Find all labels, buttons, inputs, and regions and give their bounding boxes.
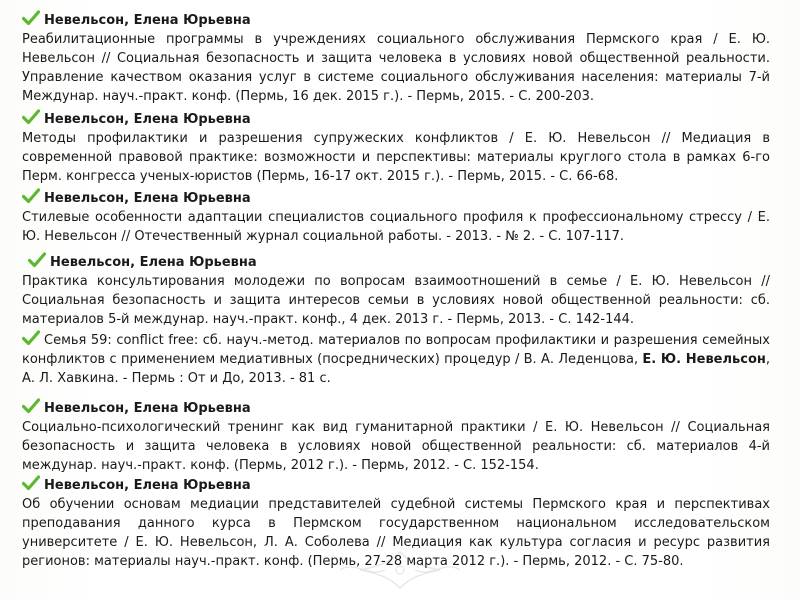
entry-author: Невельсон, Елена Юрьевна [44, 112, 251, 127]
entry-author: Невельсон, Елена Юрьевна [44, 478, 251, 493]
bibliography-entry [22, 398, 770, 475]
entry-text-after: , А. Л. Хавкина. - Пермь : От и До, 2013. - 81 с. [22, 352, 770, 386]
entry-highlighted-author: Е. Ю. Невельсон [642, 352, 766, 367]
entry-author: Невельсон, Елена Юрьевна [50, 255, 257, 270]
entry-heading [22, 398, 770, 418]
bibliography-entry [22, 10, 770, 106]
decorative-ornament [330, 548, 470, 592]
checkmark-icon [22, 10, 40, 26]
entry-text: Методы профилактики и разрешения супружеских конфликтов / Е. Ю. Невельсон // Медиация в современной правовой практике: возможности и перспективы: материалы круглого стола в рамках 6-го Перм. конгресса ученых-юристов (Пермь, 16-17 окт. 2015 г.). - Пермь, 2015. - С. 66-68. [22, 131, 770, 184]
entry-text: Практика консультирования молодежи по вопросам взаимоотношений в семье / Е. Ю. Невельсон // Социальная безопасность и защита интересов семьи в условиях новой общественной реальности: сб. материалов 5-й междунар. науч.-практ. конф., 4 дек. 2013 г. - Пермь, 2013. - С. 142-144. [22, 274, 770, 327]
bibliography-entry [22, 252, 770, 329]
entry-text: Об обучении основам медиации представителей судебной системы Пермского края и перспективах преподавания данного курса в Пермском государственном национальном исследовательском университете / Е. Ю. Невельсон, Л. А. Соболева // Медиация как культура согласия и ресурс развития регионов: материалы науч.-практ. конф. (Пермь, 27-28 марта 2012 г.). - Пермь, 2012. - С. 75-80. [22, 497, 770, 569]
checkmark-icon [22, 330, 40, 346]
entry-title: Семья 59: conflict free: [44, 333, 199, 348]
checkmark-icon [28, 252, 46, 268]
bibliography-entry [22, 330, 770, 388]
entry-text: Реабилитационные программы в учреждениях социального обслуживания Пермского края / Е. Ю. Невельсон // Социальная безопасность и защита человека в условиях новой общественной реальности. Управление качеством оказания услуг в системе социального обслуживания населения: материалы 7-й Междунар. науч.-практ. конф. (Пермь, 16 дек. 2015 г.). - Пермь, 2015. - С. 200-203. [22, 32, 770, 104]
entry-heading [28, 252, 770, 272]
entry-heading [22, 475, 770, 495]
entry-author: Невельсон, Елена Юрьевна [44, 401, 251, 416]
entry-text [22, 330, 770, 388]
bibliography-entry [22, 188, 770, 246]
checkmark-icon [22, 475, 40, 491]
entry-author: Невельсон, Елена Юрьевна [44, 13, 251, 28]
checkmark-icon [22, 109, 40, 125]
checkmark-icon [22, 398, 40, 414]
entry-text-before: сб. науч.-метод. материалов по вопросам профилактики и разрешения семейных конфликтов с применением медиативных (посреднических) процедур / В. А. Леденцова, [22, 333, 770, 367]
entry-heading [22, 109, 770, 129]
entry-author: Невельсон, Елена Юрьевна [44, 191, 251, 206]
entry-text: Социально-психологический тренинг как вид гуманитарной практики / Е. Ю. Невельсон // Социальная безопасность и защита человека в условиях новой общественной реальности: сб. материалов 4-й междунар. науч.-практ. конф. (Пермь, 2012 г.). - Пермь, 2012. - С. 152-154. [22, 420, 770, 473]
entry-heading [22, 10, 770, 30]
entry-text: Стилевые особенности адаптации специалистов социального профиля к профессиональному стрессу / Е. Ю. Невельсон // Отечественный журнал социальной работы. - 2013. - № 2. - С. 107-117. [22, 210, 770, 244]
checkmark-icon [22, 188, 40, 204]
entry-heading [22, 188, 770, 208]
bibliography-entry [22, 109, 770, 186]
